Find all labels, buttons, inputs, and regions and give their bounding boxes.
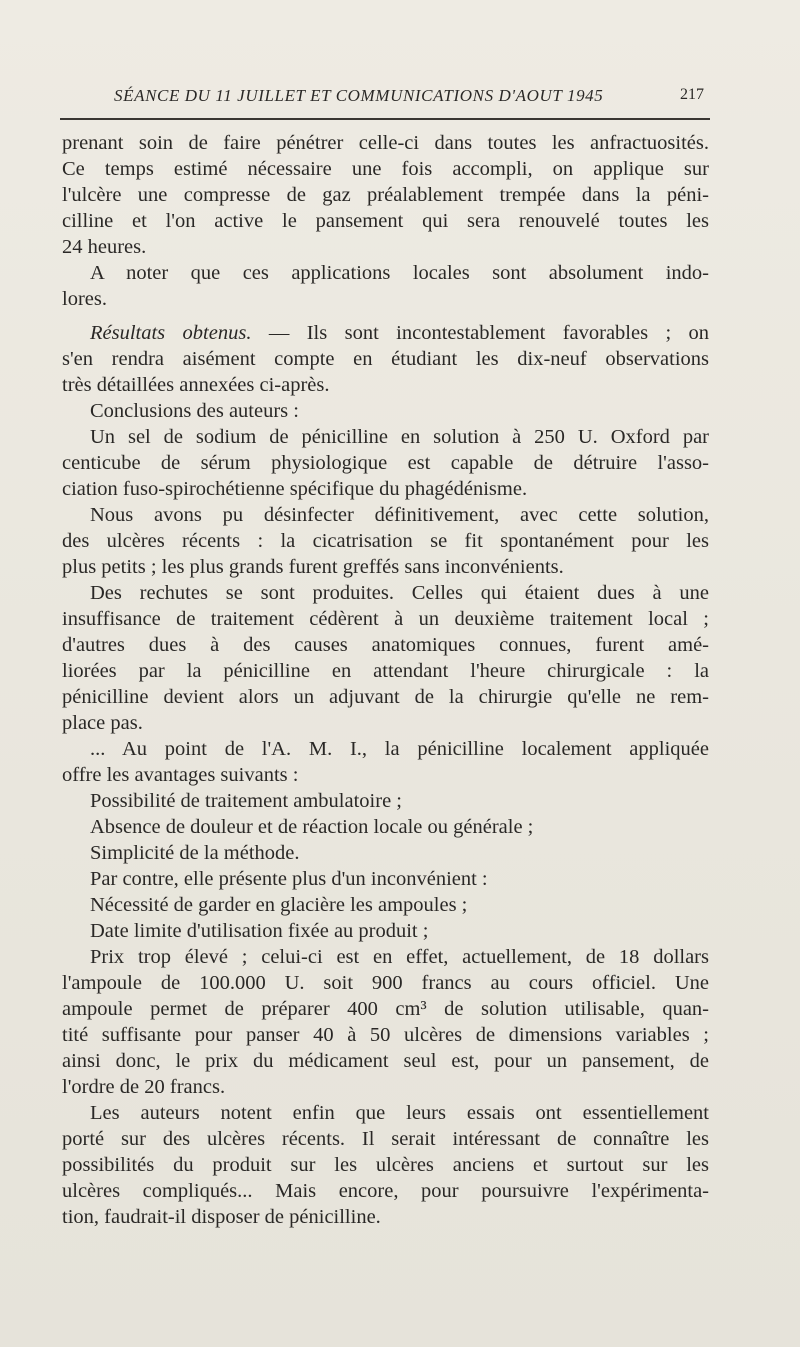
text-line: prenant soin de faire pénétrer celle-ci dans toutes les anfractuosités.: [62, 132, 709, 154]
running-header: [62, 86, 708, 108]
text-line: tité suffisante pour panser 40 à 50 ulcères de dimensions variables ;: [62, 1024, 709, 1046]
text-line: porté sur des ulcères récents. Il serait intéressant de connaître les: [62, 1128, 709, 1150]
text-line: l'ampoule de 100.000 U. soit 900 francs au cours officiel. Une: [62, 972, 709, 994]
text-line: d'autres dues à des causes anatomiques connues, furent amé-: [62, 634, 709, 656]
text-line: A noter que ces applications locales sont absolument indo-: [90, 262, 709, 284]
text-line: lores.: [62, 288, 107, 310]
text-line: liorées par la pénicilline en attendant l'heure chirurgicale : la: [62, 660, 709, 682]
text-line: des ulcères récents : la cicatrisation se fit spontanément pour les: [62, 530, 709, 552]
text-line: Par contre, elle présente plus d'un inconvénient :: [90, 868, 488, 890]
results-dash: —: [268, 322, 290, 344]
text-line: tion, faudrait-il disposer de pénicilline.: [62, 1206, 381, 1228]
text-line: ainsi donc, le prix du médicament seul est, pour un pansement, de: [62, 1050, 709, 1072]
header-rule: [60, 118, 710, 120]
body-text: [62, 130, 709, 1230]
page-number: 217: [680, 86, 704, 103]
text-line: offre les avantages suivants :: [62, 764, 299, 786]
text-line: Un sel de sodium de pénicilline en solution à 250 U. Oxford par: [90, 426, 709, 448]
text-line: insuffisance de traitement cédèrent à un deuxième traitement local ;: [62, 608, 709, 630]
text-line: Nous avons pu désinfecter définitivement, avec cette solution,: [90, 504, 709, 526]
text-line: plus petits ; les plus grands furent greffés sans inconvénients.: [62, 556, 564, 578]
text-line: Prix trop élevé ; celui-ci est en effet, actuellement, de 18 dollars: [90, 946, 709, 968]
text-line: ampoule permet de préparer 400 cm³ de solution utilisable, quan-: [62, 998, 709, 1020]
text-line: Possibilité de traitement ambulatoire ;: [90, 790, 402, 812]
text-line: ... Au point de l'A. M. I., la pénicilline localement appliquée: [90, 738, 709, 760]
text-line: Date limite d'utilisation fixée au produit ;: [90, 920, 429, 942]
text-line: Conclusions des auteurs :: [90, 400, 299, 422]
text-line: Des rechutes se sont produites. Celles qui étaient dues à une: [90, 582, 709, 604]
text-line: possibilités du produit sur les ulcères anciens et surtout sur les: [62, 1154, 709, 1176]
text-line: Ils sont incontestablement favorables ; on: [306, 322, 709, 344]
running-header-title: SÉANCE DU 11 JUILLET ET COMMUNICATIONS D'AOUT 1945: [114, 86, 604, 105]
text-line: 24 heures.: [62, 236, 147, 258]
text-line: très détaillées annexées ci-après.: [62, 374, 330, 396]
text-line: s'en rendra aisément compte en étudiant les dix-neuf observations: [62, 348, 709, 370]
text-line: ciation fuso-spirochétienne spécifique du phagédénisme.: [62, 478, 528, 500]
text-line: Absence de douleur et de réaction locale ou générale ;: [90, 816, 534, 838]
results-paragraph-first-line: [62, 320, 709, 346]
text-line: l'ulcère une compresse de gaz préalablement trempée dans la péni-: [62, 184, 709, 206]
results-heading: Résultats obtenus.: [90, 322, 252, 344]
text-line: Simplicité de la méthode.: [90, 842, 300, 864]
text-line: Les auteurs notent enfin que leurs essais ont essentiellement: [90, 1102, 709, 1124]
text-line: pénicilline devient alors un adjuvant de la chirurgie qu'elle ne rem-: [62, 686, 709, 708]
text-line: cilline et l'on active le pansement qui sera renouvelé toutes les: [62, 210, 709, 232]
text-line: ulcères compliqués... Mais encore, pour poursuivre l'expérimenta-: [62, 1180, 709, 1202]
text-line: Nécessité de garder en glacière les ampoules ;: [90, 894, 468, 916]
text-line: place pas.: [62, 712, 143, 734]
text-line: Ce temps estimé nécessaire une fois accompli, on applique sur: [62, 158, 709, 180]
text-line: centicube de sérum physiologique est capable de détruire l'asso-: [62, 452, 709, 474]
text-line: l'ordre de 20 francs.: [62, 1076, 226, 1098]
